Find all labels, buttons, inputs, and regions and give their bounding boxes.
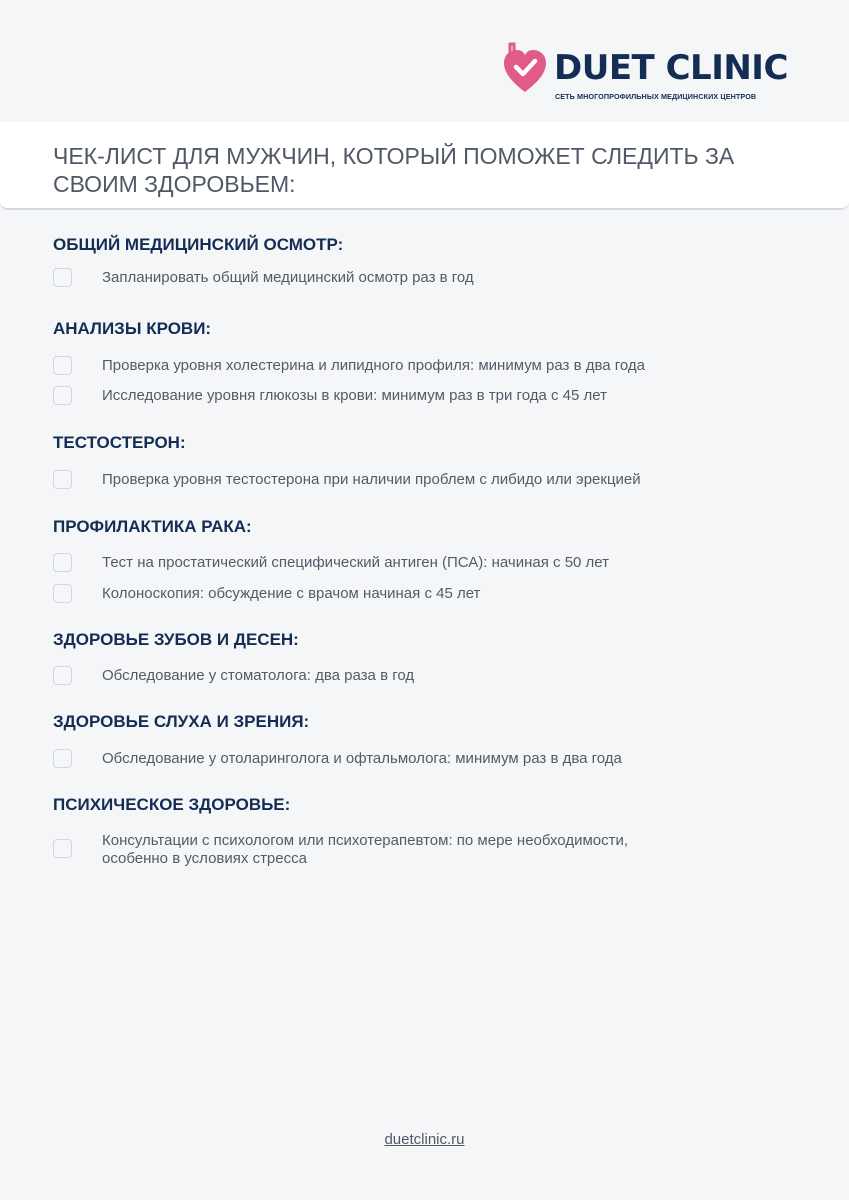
checkbox[interactable] [53, 553, 72, 572]
checklist-item-text: Проверка уровня тестостерона при наличии проблем с либидо или эрекцией [102, 471, 641, 488]
checklist-item-text: Запланировать общий медицинский осмотр раз в год [102, 269, 474, 286]
section-heading-blood-tests: АНАЛИЗЫ КРОВИ: [53, 319, 212, 338]
logo-tagline: СЕТЬ МНОГОПРОФИЛЬНЫХ МЕДИЦИНСКИХ ЦЕНТРОВ [555, 92, 757, 101]
website-link[interactable]: duetclinic.ru [384, 1131, 465, 1148]
checklist-item-text: Тест на простатический специфический антиген (ПСА): начиная с 50 лет [102, 554, 610, 571]
checklist-item-text: Исследование уровня глюкозы в крови: минимум раз в три года с 45 лет [102, 387, 607, 404]
clinic-logo [502, 42, 802, 104]
section-heading-general-checkup: ОБЩИЙ МЕДИЦИНСКИЙ ОСМОТР: [53, 235, 344, 254]
section-heading-cancer-prevention: ПРОФИЛАКТИКА РАКА: [53, 517, 252, 536]
section-heading-testosterone: ТЕСТОСТЕРОН: [53, 433, 186, 452]
checkbox[interactable] [53, 470, 72, 489]
checkbox[interactable] [53, 356, 72, 375]
checklist-item-text: Проверка уровня холестерина и липидного профиля: минимум раз в два года [102, 357, 646, 374]
checkbox[interactable] [53, 749, 72, 768]
title-band [0, 122, 849, 210]
checkbox[interactable] [53, 839, 72, 858]
checklist-item-text: Колоноскопия: обсуждение с врачом начиная с 45 лет [102, 585, 481, 602]
checkbox[interactable] [53, 386, 72, 405]
checklist-item-text: Консультации с психологом или психотерапевтом: по мере необходимости, особенно в условиях стресса [102, 832, 629, 867]
heart-stethoscope-icon [502, 42, 548, 96]
checkbox[interactable] [53, 268, 72, 287]
checkbox[interactable] [53, 666, 72, 685]
page-title: ЧЕК-ЛИСТ ДЛЯ МУЖЧИН, КОТОРЫЙ ПОМОЖЕТ СЛЕДИТЬ ЗА СВОИМ ЗДОРОВЬЕМ: [53, 143, 735, 197]
logo-name: DUET CLINIC [554, 48, 788, 88]
section-heading-mental-health: ПСИХИЧЕСКОЕ ЗДОРОВЬЕ: [53, 795, 291, 814]
checklist-item-text: Обследование у отоларинголога и офтальмолога: минимум раз в два года [102, 750, 622, 767]
footer [0, 1131, 849, 1149]
section-heading-dental-health: ЗДОРОВЬЕ ЗУБОВ И ДЕСЕН: [53, 630, 299, 649]
section-heading-hearing-vision: ЗДОРОВЬЕ СЛУХА И ЗРЕНИЯ: [53, 712, 310, 731]
checkbox[interactable] [53, 584, 72, 603]
checklist-item-text: Обследование у стоматолога: два раза в год [102, 667, 415, 684]
